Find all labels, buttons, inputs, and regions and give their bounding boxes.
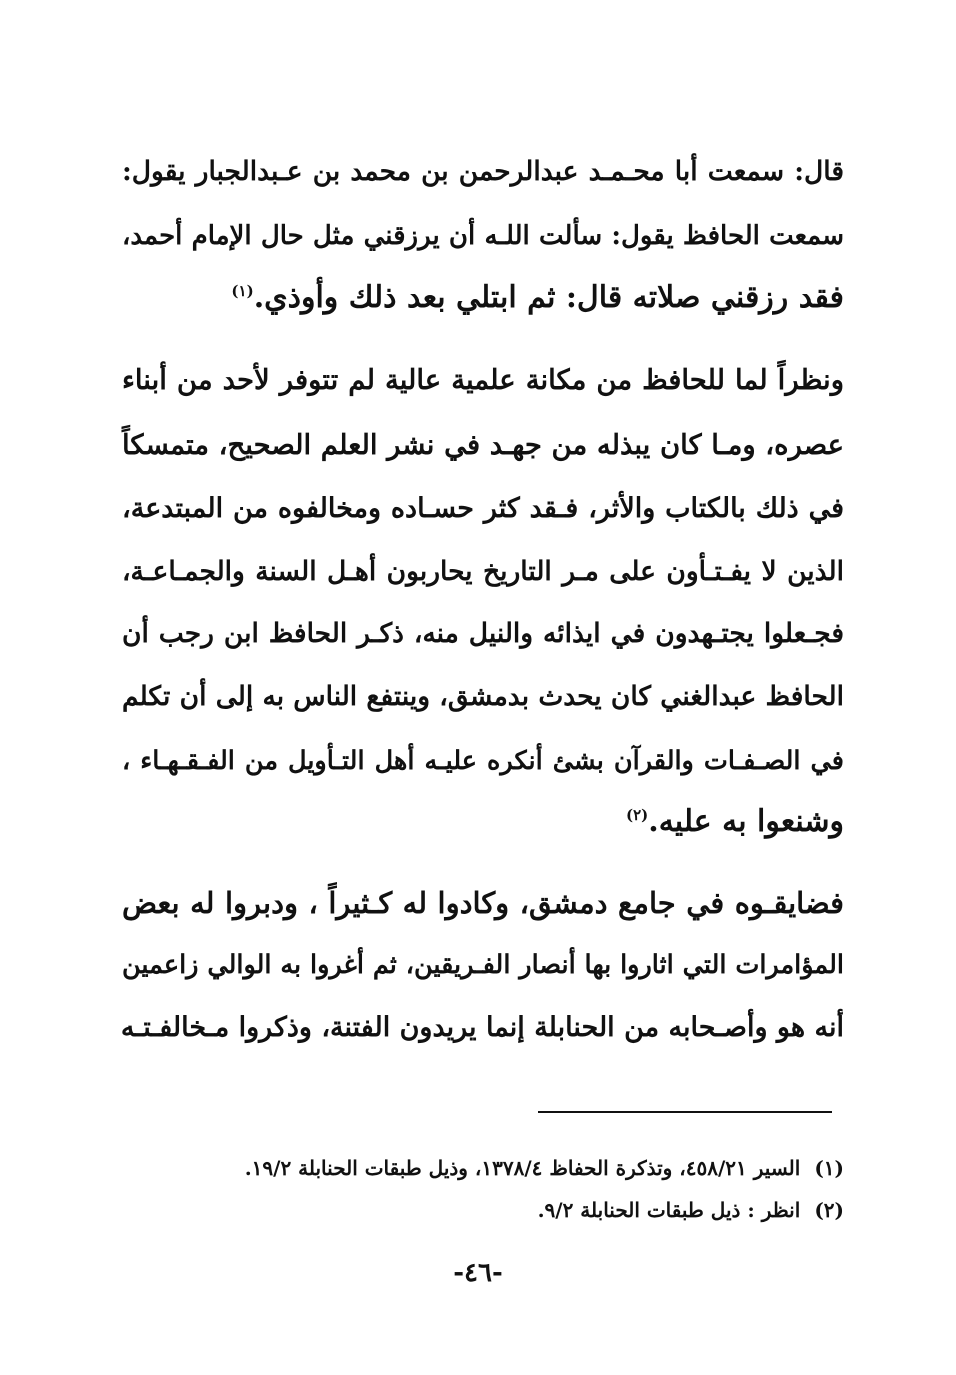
- footnote-number: (١): [814, 1156, 844, 1180]
- footnote-text: السير ٤٥٨/٢١، وتذكرة الحفاظ ١٣٧٨/٤، وذيل طبقات الحنابلة ١٩/٢.: [244, 1156, 801, 1180]
- footnote-ref: (١): [231, 282, 254, 300]
- text-line: الذين لا يفـتـأون على مـر التاريخ يحاربون أهـل السنة والجمـاعـة،: [122, 556, 844, 587]
- text-line: في ذلك بالكتاب والأثر، فـقد كثر حسـاده ومخالفوه من المبتدعة،: [122, 493, 844, 524]
- footnote-text: انظر : ذيل طبقات الحنابلة ٩/٢.: [537, 1198, 801, 1222]
- text-line: قال: سمعت أبا محـمـد عبدالرحمن بن محمد بن عـبدالجبار يقول:: [122, 156, 844, 187]
- text-line: سمعت الحافظ يقول: سألت اللـه أن يرزقني مثل حال الإمام أحمد،: [122, 221, 844, 251]
- text-line-content: وشنعوا به عليه.: [648, 804, 844, 839]
- footnote: [130, 1196, 844, 1224]
- footnote-separator: [538, 1111, 832, 1113]
- text-line: المؤامرات التي اثاروا بها أنصار الفـريقين، ثم أغروا به الوالي زاعمين: [122, 950, 844, 980]
- page-number: -٤٦-: [453, 1258, 503, 1288]
- footnote: [130, 1154, 844, 1182]
- text-line: [122, 278, 844, 318]
- text-line: فجـعلوا يجتـهدون في ايذائه والنيل منه، ذكـر الحافظ ابن رجب أن: [122, 618, 844, 649]
- text-line-content: فقد رزقني صلاته قال: ثم ابتلي بعد ذلك وأوذي.: [253, 280, 844, 315]
- text-line: الحافظ عبدالغني كان يحدث بدمشق، وينتفع الناس به إلى أن تكلم: [122, 681, 844, 712]
- text-line: عصره، ومـا كان يبذله من جهـد في نشر العلم الصحيح، متمسكاً: [122, 429, 844, 461]
- text-line: أنه هو وأصـحابه من الحنابلة إنما يريدون الفتنة، وذكروا مـخالفـتـه: [120, 1012, 844, 1043]
- text-line: في الصـفـات والقرآن بشئ أنكره عليـه أهل التـأويل من الفـقـهـاء ،: [122, 746, 844, 776]
- text-line: ونظراً لما للحافظ من مكانة علمية عالية لم تتوفر لأحد من أبناء: [122, 364, 844, 396]
- text-line: فضايقـوه في جامع دمشق، وكادوا له كـثيراً ، ودبروا له بعض: [122, 886, 844, 920]
- text-line: [122, 802, 844, 842]
- footnote-ref: (٢): [626, 806, 649, 824]
- footnote-number: (٢): [814, 1198, 844, 1222]
